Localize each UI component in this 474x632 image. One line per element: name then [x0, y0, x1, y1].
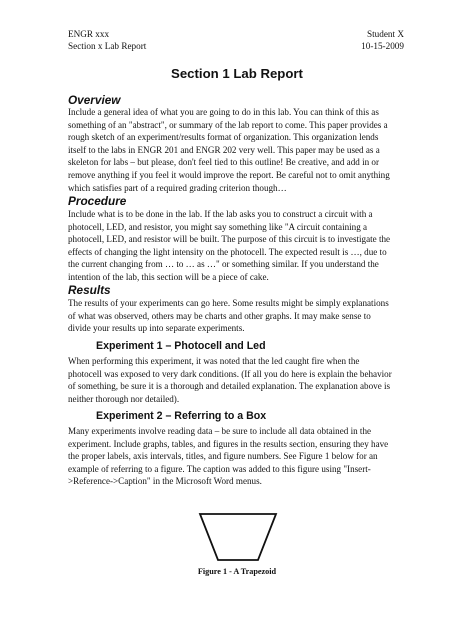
overview-line: something of an "abstract", or summary of the lab report to come. This paper provides a	[68, 119, 388, 130]
results-line: divide your results up into separate experiments.	[68, 323, 245, 334]
overview-line: rough sketch of an experiment/results format of organization. This organization lends	[68, 132, 379, 143]
experiment2-line: experiment. Include graphs, tables, and figures in the results section, ensuring they have	[68, 438, 389, 449]
experiment1-line: photocell was exposed to very dark conditions. (If all you do here is explain the behavior	[68, 368, 392, 379]
overview-line: skeleton for labs – but please, don't feel tied to this outline! Be creative, and add in or	[68, 157, 379, 168]
procedure-line: the current changing from … to … as …" or something similar. If you understand the	[68, 259, 379, 270]
procedure-line: intention of the lab, this section will be a piece of cake.	[68, 271, 269, 282]
experiment1-heading: Experiment 1 – Photocell and Led	[96, 340, 266, 352]
header-right	[361, 28, 404, 52]
trapezoid-shape	[200, 514, 276, 560]
overview-line: remove anything if you feel it would improve the report. Be careful not to omit anything	[68, 169, 390, 180]
experiment2-paragraph	[68, 425, 408, 488]
procedure-line: photocell, LED, and resistor will be built. The purpose of this circuit is to investigate the	[68, 234, 391, 245]
results-paragraph	[68, 297, 408, 335]
results-heading: Results	[68, 283, 111, 297]
experiment1-paragraph	[68, 355, 408, 405]
report-section: Section x Lab Report	[68, 41, 147, 51]
overview-line: Include a general idea of what you are going to do in this lab. You can think of this as	[68, 107, 379, 117]
results-line: The results of your experiments can go here. Some results might be simply explanations	[68, 298, 389, 308]
experiment1-line: When performing this experiment, it was noted that the led caught fire when the	[68, 356, 360, 366]
procedure-heading: Procedure	[68, 194, 127, 208]
procedure-line: Include what is to be done in the lab. If the lab asks you to construct a circuit with a	[68, 209, 373, 219]
experiment1-line: of something, be sure it is a thorough and detailed explanation. The explanation above is	[68, 381, 391, 392]
overview-heading: Overview	[68, 93, 121, 107]
overview-line: which satisfies part of a required grading criterion though…	[68, 182, 287, 193]
experiment2-line: Many experiments involve reading data – be sure to include all data obtained in the	[68, 426, 372, 436]
overview-line: itself to the labs in ENGR 201 and ENGR 202 very well. This paper may be used as a	[68, 144, 380, 155]
experiment2-heading: Experiment 2 – Referring to a Box	[96, 410, 267, 422]
figure-caption: Figure 1 - A Trapezoid	[197, 567, 277, 576]
experiment2-line: >Reference->Caption" in the Microsoft Word menus.	[68, 476, 262, 487]
student-name: Student X	[366, 29, 404, 39]
experiment2-line: the proper labels, axis intervals, titles, and figure numbers. See Figure 1 below for an	[68, 451, 378, 462]
experiment1-line: neither thorough nor detailed).	[68, 393, 180, 404]
procedure-line: photocell, LED, and resistor, you might say something like "A circuit containing a	[68, 221, 368, 232]
header-left	[68, 28, 146, 52]
overview-paragraph	[68, 106, 408, 194]
experiment2-line: example of referring to a figure. The caption was added to this figure using "Insert-	[68, 463, 371, 474]
report-date: 10-15-2009	[361, 41, 404, 51]
procedure-line: effects of changing the light intensity on the photocell. The expected result is …, due to	[68, 246, 387, 257]
course-code: ENGR xxx	[68, 29, 110, 39]
results-line: of what was observed, others may be charts and other graphs. It may make sense to	[68, 310, 371, 321]
trapezoid-figure	[198, 512, 278, 562]
page-title: Section 1 Lab Report	[171, 66, 303, 81]
procedure-paragraph	[68, 208, 408, 284]
